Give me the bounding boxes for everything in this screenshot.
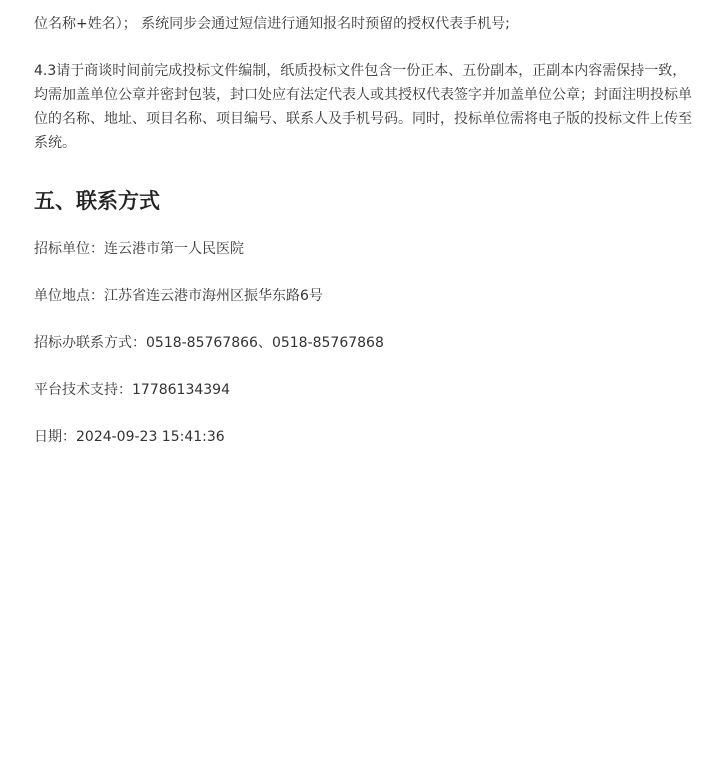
contact-value: 连云港市第一人民医院 <box>104 241 244 257</box>
contact-label: 招标办联系方式： <box>34 335 146 351</box>
contact-line-support <box>34 378 700 402</box>
item-4-3-paragraph: 4.3请于商谈时间前完成投标文件编制，纸质投标文件包含一份正本、五份副本，正副本内容需保持一致，均需加盖单位公章并密封包装，封口处应有法定代表人或其授权代表签字并加盖单位公章；封面注明投标单位的名称、地址、项目名称、项目编号、联系人及手机号码。同时，投标单位需将电子版的投标文件上传至系统。 <box>34 63 692 151</box>
contact-label: 招标单位： <box>34 241 104 257</box>
contact-label: 平台技术支持： <box>34 382 132 398</box>
contact-label: 日期： <box>34 429 76 445</box>
contact-line-phone <box>34 331 700 355</box>
contact-line-address <box>34 284 700 308</box>
contact-value: 0518-85767866、0518-85767868 <box>146 335 384 351</box>
contact-list <box>34 237 700 449</box>
continuation-paragraph: 位名称+姓名）； 系统同步会通过短信进行通知报名时预留的授权代表手机号; <box>34 16 510 32</box>
contact-label: 单位地点： <box>34 288 104 304</box>
contact-value: 2024-09-23 15:41:36 <box>76 429 225 445</box>
contact-line-bidder <box>34 237 700 261</box>
contact-value: 江苏省连云港市海州区振华东路6号 <box>104 288 323 304</box>
section-title: 五、联系方式 <box>34 189 160 213</box>
contact-value: 17786134394 <box>132 382 230 398</box>
contact-line-date <box>34 425 700 449</box>
